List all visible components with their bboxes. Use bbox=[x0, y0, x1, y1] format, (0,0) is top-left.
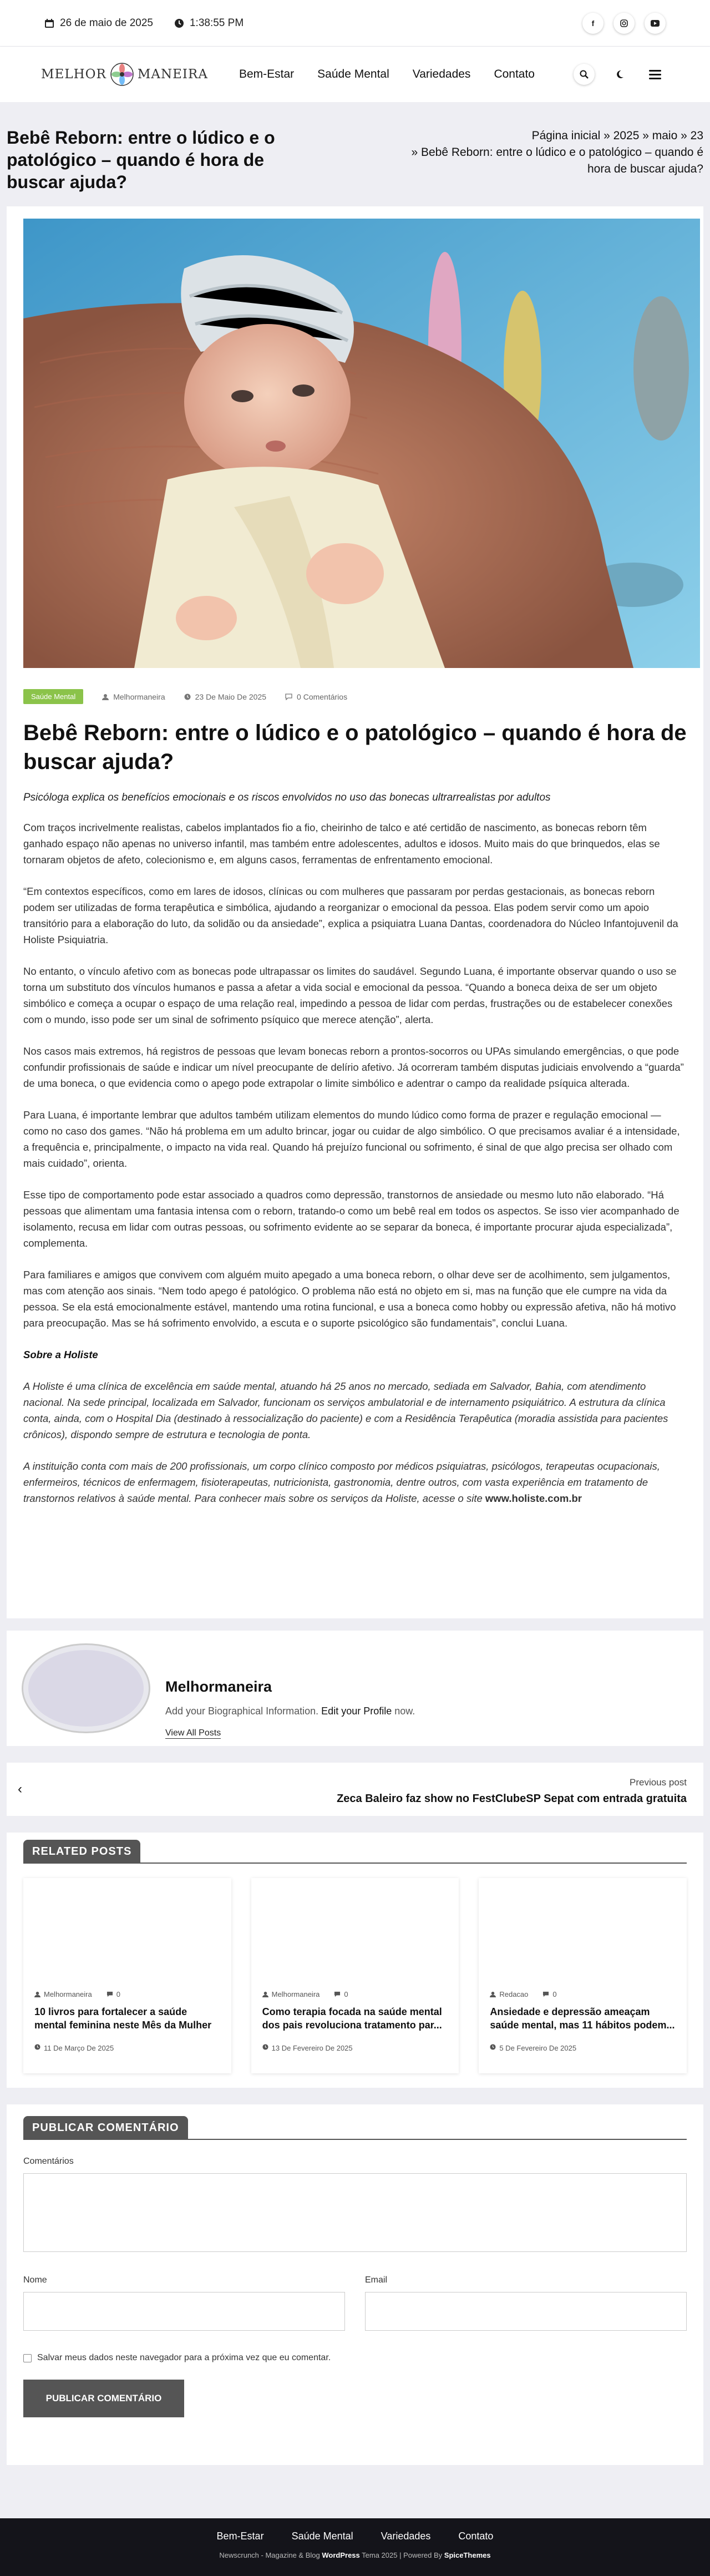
comment-icon bbox=[334, 1991, 341, 1997]
related-title[interactable]: Ansiedade e depressão ameaçam saúde mental, mas 11 hábitos podem... bbox=[490, 2006, 675, 2031]
site-header bbox=[0, 47, 710, 102]
related-author-link[interactable]: Melhormaneira bbox=[44, 1990, 92, 1998]
main-nav bbox=[239, 68, 535, 81]
comment-textarea[interactable] bbox=[23, 2173, 687, 2252]
related-heading-label: RELATED POSTS bbox=[23, 1840, 140, 1864]
meta-date bbox=[184, 692, 266, 701]
related-posts bbox=[7, 1833, 703, 2088]
hero-image bbox=[23, 219, 700, 668]
user-icon bbox=[34, 1991, 40, 1997]
article-paragraph: “Em contextos específicos, como em lares de idosos, clínicas ou com mulheres que passaram por perdas gestacionais, as bonecas reborn podem ser utilizadas de forma terapêutica e simbólica, ajudando a reorganizar o emocional da pessoa. Elas podem servir como um apoio transitório para a elaboração do luto, da solidão ou da ansiedade”, explica a psiquiatra Luana Dantas, coordenadora do Núcleo Infantojuvenil da Holiste Psiquiatria. bbox=[23, 885, 678, 945]
bio-suffix: now. bbox=[392, 1705, 415, 1717]
date-display bbox=[44, 17, 153, 29]
save-info-label: Salvar meus dados neste navegador para a próxima vez que eu comentar. bbox=[37, 2353, 331, 2362]
post-meta bbox=[23, 689, 687, 704]
dark-mode-toggle-icon[interactable] bbox=[609, 64, 630, 85]
author-link[interactable]: Melhormaneira bbox=[113, 692, 165, 701]
previous-post-label: Previous post bbox=[630, 1777, 687, 1788]
previous-post-link[interactable]: Zeca Baleiro faz show no FestClubeSP Sepat com entrada gratuita bbox=[337, 1793, 687, 1805]
related-date-link[interactable]: 13 De Fevereiro De 2025 bbox=[271, 2044, 353, 2052]
holiste-link[interactable]: www.holiste.com.br bbox=[485, 1492, 582, 1504]
related-comments-link[interactable]: 0 bbox=[116, 1990, 120, 1998]
save-info-checkbox[interactable] bbox=[23, 2354, 32, 2362]
calendar-icon bbox=[44, 18, 54, 28]
article-paragraph: Com traços incrivelmente realistas, cabelos implantados fio a fio, cheirinho de talco e até certidão de nascimento, as bonecas reborn têm ganhado espaço não apenas no universo infantil, mas também entre adolescentes, adultos e idosos. Muito mais do que brinquedos, elas se tornaram objetos de afeto, colecionismo e, em alguns casos, ferramentas de enfrentamento emocional. bbox=[23, 822, 660, 866]
article bbox=[7, 206, 703, 1618]
related-date-link[interactable]: 11 De Março De 2025 bbox=[44, 2044, 114, 2052]
breadcrumb-home[interactable]: Página inicial bbox=[531, 129, 601, 142]
comment-icon bbox=[106, 1991, 113, 1997]
related-thumbnail[interactable] bbox=[262, 1878, 448, 1989]
related-comments bbox=[106, 1990, 120, 1998]
user-icon bbox=[102, 694, 109, 700]
bio-text: Add your Biographical Information. bbox=[165, 1705, 319, 1717]
email-field[interactable] bbox=[365, 2292, 687, 2331]
search-icon[interactable] bbox=[574, 64, 595, 85]
name-label: Nome bbox=[23, 2275, 47, 2285]
related-heading bbox=[23, 1840, 687, 1864]
clock-icon bbox=[490, 2044, 496, 2050]
related-date bbox=[262, 2044, 448, 2052]
user-icon bbox=[262, 1991, 268, 1997]
nav-item-bem-estar[interactable]: Bem-Estar bbox=[239, 68, 295, 80]
submit-comment-button[interactable]: PUBLICAR COMENTÁRIO bbox=[23, 2380, 184, 2417]
meta-comments bbox=[285, 692, 347, 701]
about-text: A instituição conta com mais de 200 profissionais, um corpo clínico composto por médicos psiquiatras, psicólogos, terapeutas ocupacionais, enfermeiros, técnicos de enfermagem, fisioterapeutas, nutricionista, gastronomia, dentre outros, com vasta experiência em tratamento de transtornos relativos à saúde mental. Para conhecer mais sobre os serviços da Holiste, acesse o site bbox=[23, 1460, 660, 1504]
comment-label: Comentários bbox=[23, 2157, 74, 2166]
comments-link[interactable]: 0 Comentários bbox=[297, 692, 348, 701]
credit-mid: Tema 2025 | Powered By bbox=[359, 2551, 444, 2559]
related-comments-link[interactable]: 0 bbox=[344, 1990, 348, 1998]
related-author bbox=[34, 1990, 92, 1998]
nav-item-contato[interactable]: Contato bbox=[494, 68, 535, 80]
related-date bbox=[34, 2044, 220, 2052]
article-title: Bebê Reborn: entre o lúdico e o patológico – quando é hora de buscar ajuda? bbox=[23, 721, 687, 774]
nav-item-saude-mental[interactable]: Saúde Mental bbox=[317, 68, 389, 80]
breadcrumb-month[interactable]: maio bbox=[652, 129, 678, 142]
view-all-posts-link[interactable]: View All Posts bbox=[165, 1728, 221, 1738]
related-date bbox=[490, 2044, 676, 2052]
related-comments bbox=[542, 1990, 556, 1998]
author-box bbox=[7, 1631, 703, 1746]
clock-icon bbox=[34, 2044, 40, 2050]
date-link[interactable]: 23 De Maio De 2025 bbox=[195, 692, 267, 701]
footer-nav-variedades[interactable]: Variedades bbox=[381, 2531, 431, 2542]
site-footer bbox=[0, 2518, 710, 2576]
related-title[interactable]: 10 livros para fortalecer a saúde mental feminina neste Mês da Mulher bbox=[34, 2006, 212, 2031]
footer-nav-saude-mental[interactable]: Saúde Mental bbox=[291, 2531, 353, 2542]
category-badge[interactable]: Saúde Mental bbox=[23, 689, 83, 704]
comment-form bbox=[7, 2104, 703, 2465]
clock-icon bbox=[262, 2044, 268, 2050]
related-card[interactable] bbox=[479, 1878, 687, 2073]
related-author bbox=[262, 1990, 320, 1998]
related-author bbox=[490, 1990, 528, 1998]
nav-item-variedades[interactable]: Variedades bbox=[412, 68, 471, 80]
date-text: 26 de maio de 2025 bbox=[60, 17, 153, 29]
instagram-icon[interactable] bbox=[613, 13, 635, 34]
article-paragraph: Para familiares e amigos que convivem com alguém muito apegado a uma boneca reborn, o olhar deve ser de acolhimento, sem julgamentos, mas com atenção aos sinais. “Nem todo apego é patológico. O problema não está no objeto em si, mas na função que ele cumpre na vida da pessoa. Se ela está emocionalmente estável, mantendo uma rotina funcional, e usa a boneca como hobby ou expressão afetiva, não há motivo para preocupação. Mas se há sofrimento envolvido, a escuta e o suporte psicológico são fundamentais”, conclui Luana. bbox=[23, 1269, 676, 1329]
page-title-band bbox=[0, 102, 710, 206]
chevron-left-icon[interactable]: ‹ bbox=[18, 1782, 22, 1796]
save-info-option bbox=[23, 2353, 687, 2363]
breadcrumb-current: Bebê Reborn: entre o lúdico e o patológico – quando é hora de buscar ajuda? bbox=[420, 146, 703, 175]
related-author-link[interactable]: Redacao bbox=[499, 1990, 529, 1998]
time-text: 1:38:55 PM bbox=[189, 17, 244, 29]
user-icon bbox=[490, 1991, 496, 1997]
post-navigation[interactable] bbox=[7, 1763, 703, 1816]
related-comments bbox=[334, 1990, 348, 1998]
article-paragraph: Para Luana, é importante lembrar que adultos também utilizam elementos do mundo lúdico como forma de prazer e regulação emocional — como no caso dos games. “Não há problema em um adulto brincar, jogar ou cuidar de algo simbólico. O que precisamos avaliar é a intensidade, a frequência e, principalmente, o impacto na vida real. Quando há prejuízo funcional ou sofrimento, é sinal de que algo precisa ser olhado com mais cuidado”, orienta. bbox=[23, 1109, 680, 1169]
credit-text: Newscrunch - Magazine & Blog bbox=[219, 2551, 322, 2559]
clock-icon bbox=[184, 694, 191, 700]
related-comments-link[interactable]: 0 bbox=[552, 1990, 557, 1998]
time-display bbox=[174, 17, 244, 29]
clock-icon bbox=[174, 18, 184, 28]
logo-mark-icon bbox=[110, 62, 134, 87]
logo-text-right: MANEIRA bbox=[137, 67, 208, 82]
breadcrumb-day[interactable]: 23 bbox=[690, 129, 703, 142]
site-logo[interactable] bbox=[41, 62, 208, 87]
about-paragraph: A Holiste é uma clínica de excelência em saúde mental, atuando há 25 anos no mercado, sediada em Salvador, Bahia, com atendimento nacional. Na sede principal, localizada em Salvador, funcionam os serviços ambulatorial e de internamento psiquiátrico. A estrutura da clínica conta, ainda, com o Hospital Dia (destinado à ressocialização do paciente) e com a Residência Terapêutica (moradia assistida para pacientes crônicos), dispondo sempre de estrutura e tecnologia de ponta. bbox=[23, 1380, 668, 1440]
article-paragraph: No entanto, o vínculo afetivo com as bonecas pode ultrapassar os limites do saudável. Segundo Luana, é importante observar quando o uso se torna um substituto dos vínculos humanos e passa a afetar a vida social e emocional da pessoa. “Quando a boneca deixa de ser um objeto simbólico e começa a ocupar o espaço de uma relação real, impedindo a pessoa de lidar com perdas, frustrações ou de estabelecer conexões com o mundo, isso pode ser um sinal de sofrimento psíquico que merece atenção”, alerta. bbox=[23, 965, 677, 1025]
top-bar bbox=[0, 0, 710, 47]
comment-heading-label: PUBLICAR COMENTÁRIO bbox=[23, 2116, 188, 2140]
article-paragraph: Nos casos mais extremos, há registros de pessoas que levam bonecas reborn a prontos-socorros ou UPAs simulando emergências, o que pode confundir profissionais de saúde e indicar um nível preocupante de delírio afetivo. Já ocorreram também disputas judiciais envolvendo a “guarda” de uma boneca, o que evidencia como o apego pode extrapolar o limite simbólico e adentrar o campo da realidade psíquica alterada. bbox=[23, 1045, 684, 1089]
menu-icon[interactable] bbox=[645, 64, 666, 85]
youtube-icon[interactable] bbox=[645, 13, 666, 34]
related-card[interactable] bbox=[251, 1878, 459, 2073]
author-bio bbox=[165, 1705, 415, 1717]
article-subtitle: Psicóloga explica os benefícios emocionais e os riscos envolvidos no uso das bonecas ultrarrealistas por adultos bbox=[23, 792, 551, 803]
facebook-icon[interactable]: f bbox=[582, 13, 604, 34]
edit-profile-link[interactable]: Edit your Profile bbox=[321, 1705, 392, 1717]
about-paragraph-2 bbox=[23, 1458, 687, 1506]
logo-text-left: MELHOR bbox=[41, 67, 106, 82]
email-label: Email bbox=[365, 2275, 388, 2285]
breadcrumb: Página inicial » 2025 » maio » 23 » Bebê Reborn: entre o lúdico e o patológico – quando é hora de buscar ajuda? bbox=[411, 129, 703, 175]
related-card[interactable] bbox=[23, 1878, 231, 2073]
name-field[interactable] bbox=[23, 2292, 345, 2331]
spicethemes-link[interactable]: SpiceThemes bbox=[444, 2551, 491, 2559]
footer-nav-contato[interactable]: Contato bbox=[458, 2531, 494, 2542]
avatar bbox=[23, 1645, 149, 1732]
footer-nav bbox=[0, 2531, 710, 2542]
comment-icon bbox=[285, 694, 292, 700]
related-thumbnail[interactable] bbox=[34, 1878, 220, 1989]
page-title: Bebê Reborn: entre o lúdico e o patológico – quando é hora de buscar ajuda? bbox=[7, 128, 275, 192]
related-thumbnail[interactable] bbox=[490, 1878, 676, 1989]
comment-heading bbox=[23, 2117, 687, 2140]
footer-credit bbox=[0, 2551, 710, 2559]
meta-author bbox=[102, 692, 165, 701]
related-title[interactable]: Como terapia focada na saúde mental dos pais revoluciona tratamento par... bbox=[262, 2006, 442, 2031]
article-paragraph: Esse tipo de comportamento pode estar associado a quadros como depressão, transtornos de ansiedade ou mesmo luto não elaborado. “Há pessoas que alimentam uma fantasia intensa com o reborn, tratando-o como um bebê real em todos os aspectos. Se isso vier acompanhado de isolamento, recusa em lidar com outras pessoas, ou sofrimento evidente ao se separar da boneca, é importante procurar ajuda especializada”, complementa. bbox=[23, 1189, 679, 1249]
wordpress-link[interactable]: WordPress bbox=[322, 2551, 360, 2559]
author-name: Melhormaneira bbox=[165, 1678, 272, 1695]
related-date-link[interactable]: 5 De Fevereiro De 2025 bbox=[499, 2044, 577, 2052]
footer-nav-bem-estar[interactable]: Bem-Estar bbox=[216, 2531, 264, 2542]
breadcrumb-year[interactable]: 2025 bbox=[613, 129, 640, 142]
related-author-link[interactable]: Melhormaneira bbox=[271, 1990, 320, 1998]
comment-icon bbox=[542, 1991, 549, 1997]
about-heading: Sobre a Holiste bbox=[23, 1349, 98, 1360]
